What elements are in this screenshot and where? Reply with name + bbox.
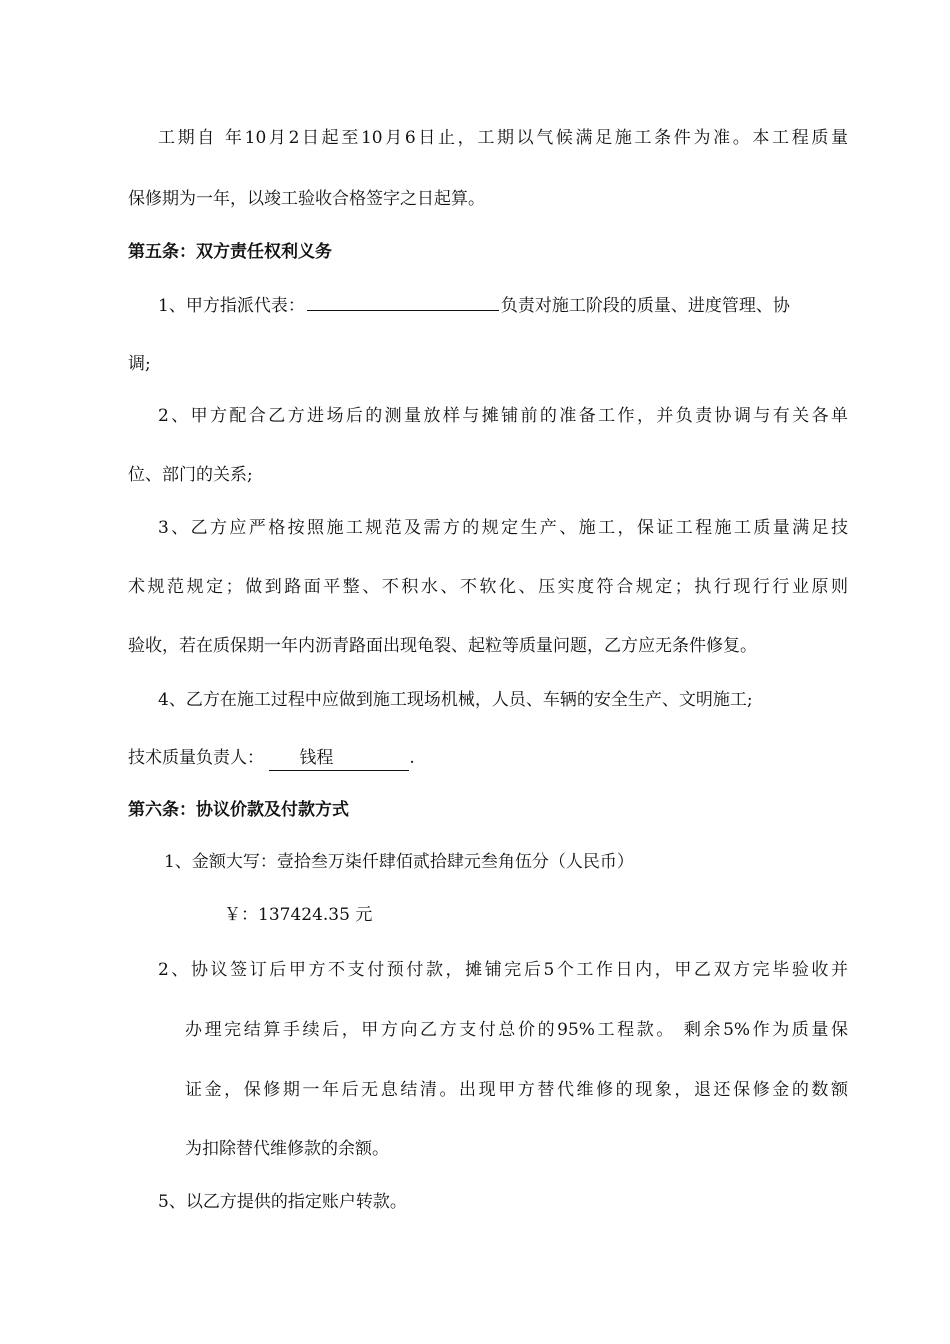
- item-2-line-1: 2、甲方配合乙方进场后的测量放样与摊铺前的准备工作，并负责协调与有关各单: [158, 406, 848, 426]
- clause-line-duration: 工期自 年10月2日起至10月6日止，工期以气候满足施工条件为准。本工程质量: [158, 128, 848, 148]
- tech-lead-end: .: [409, 748, 415, 768]
- item-1-label: 1、甲方指派代表：: [158, 296, 305, 316]
- item-4-line-1: 4、乙方在施工过程中应做到施工现场机械，人员、车辆的安全生产、文明施工;: [158, 690, 753, 710]
- item-1-text: 负责对施工阶段的质量、进度管理、协: [500, 296, 790, 316]
- item-3-line-3: 验收，若在质保期一年内沥青路面出现龟裂、起粒等质量问题，乙方应无条件修复。: [128, 636, 757, 656]
- tech-lead-name: 钱程: [269, 746, 409, 771]
- item-3-line-2: 术规范规定；做到路面平整、不积水、不软化、压实度符合规定；执行现行行业原则: [128, 577, 848, 597]
- item-2-line-2: 位、部门的关系;: [128, 465, 253, 485]
- payment-line-1: 2、协议签订后甲方不支付预付款，摊铺完后5个工作日内，甲乙双方完毕验收并: [158, 960, 848, 980]
- representative-blank: [307, 292, 499, 311]
- item-3-line-1: 3、乙方应严格按照施工规范及需方的规定生产、施工，保证工程施工质量满足技: [158, 518, 848, 538]
- tech-lead-line: [128, 746, 848, 771]
- payment-line-2: 办理完结算手续后，甲方向乙方支付总价的95%工程款。 剩余5%作为质量保: [185, 1020, 848, 1040]
- amount-chinese: 1、金额大写：壹拾叁万柒仟肆佰贰拾肆元叁角伍分（人民币）: [164, 852, 634, 872]
- payment-line-3: 证金，保修期一年后无息结清。出现甲方替代维修的现象，退还保修金的数额: [185, 1080, 848, 1100]
- amount-number: ￥：137424.35 元: [224, 905, 373, 925]
- item-1-representative: [128, 292, 848, 318]
- tech-lead-label: 技术质量负责人：: [128, 748, 264, 768]
- section-heading-6: 第六条：协议价款及付款方式: [128, 800, 349, 820]
- clause-line-warranty: 保修期为一年，以竣工验收合格签字之日起算。: [128, 189, 485, 209]
- payment-line-4: 为扣除替代维修款的余额。: [185, 1139, 389, 1159]
- account-line: 5、以乙方提供的指定账户转款。: [158, 1192, 407, 1212]
- section-heading-5: 第五条：双方责任权利义务: [128, 242, 332, 262]
- item-1-cont: 调;: [128, 354, 151, 374]
